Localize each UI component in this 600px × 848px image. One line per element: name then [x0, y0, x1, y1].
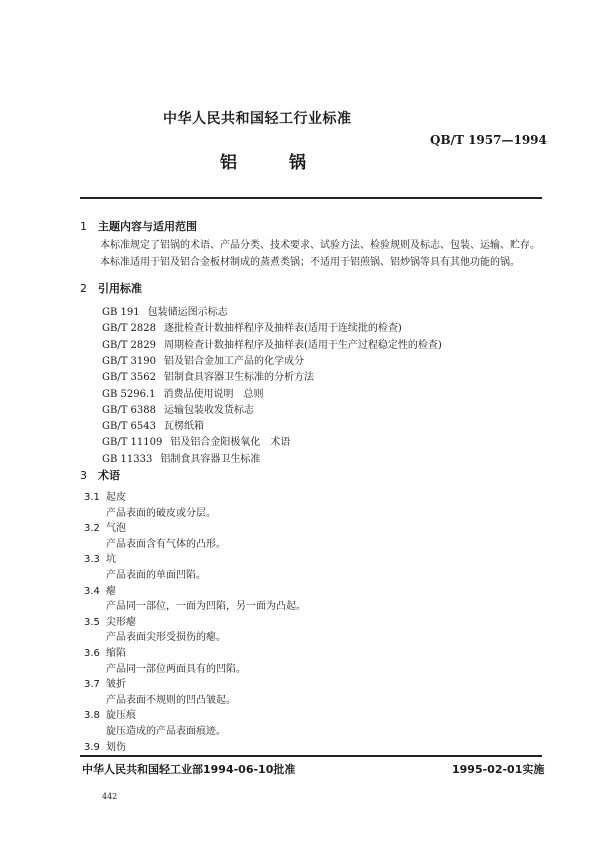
term-name: 皱折	[106, 679, 126, 691]
term-heading	[84, 550, 116, 565]
reference-item	[102, 433, 290, 448]
term-number: 3.8	[84, 710, 100, 722]
term-heading	[84, 738, 126, 753]
section-number: 1	[80, 220, 87, 233]
term-heading	[84, 488, 126, 503]
reference-code: GB/T 11109	[102, 437, 163, 449]
term-name: 划伤	[106, 741, 126, 753]
section-2-heading	[80, 280, 142, 296]
term-definition: 产品同一部位，一面为凹陷，另一面为凸起。	[106, 601, 306, 613]
term-heading	[84, 582, 116, 597]
term-number: 3.7	[84, 679, 100, 691]
term-definition: 产品表面尖形受损伤的瘪。	[106, 632, 226, 644]
reference-item	[102, 303, 228, 318]
reference-item	[102, 401, 254, 416]
reference-item	[102, 385, 264, 400]
term-heading	[84, 613, 136, 628]
reference-code: GB/T 3562	[102, 372, 157, 384]
reference-code: GB/T 6388	[102, 404, 157, 416]
document-title-char-1: 铝	[220, 153, 237, 173]
header-divider	[80, 197, 542, 199]
section-title: 主题内容与适用范围	[98, 220, 197, 233]
reference-title: 包装储运图示标志	[147, 307, 228, 318]
term-name: 瘪	[106, 585, 116, 597]
term-heading	[84, 706, 136, 721]
reference-title: 消费品使用说明 总则	[163, 388, 264, 400]
reference-code: GB/T 2829	[102, 339, 157, 351]
approval-date: 中华人民共和国轻工业部1994-06-10批准	[82, 763, 296, 776]
reference-item	[102, 368, 314, 383]
term-definition: 产品表面的单面凹陷。	[106, 570, 206, 581]
term-number: 3.1	[84, 492, 100, 503]
section-number: 2	[80, 282, 87, 295]
term-number: 3.4	[84, 585, 100, 597]
reference-code: GB/T 3190	[102, 355, 157, 367]
reference-item	[102, 450, 260, 465]
term-name: 旋压痕	[106, 710, 136, 722]
reference-title: 周期检查计数抽样程序及抽样表(适用于生产过程稳定性的检查)	[164, 339, 442, 351]
term-heading	[84, 675, 126, 690]
effective-date: 1995-02-01实施	[452, 763, 545, 776]
term-number: 3.5	[84, 616, 100, 628]
term-definition: 产品表面含有气体的凸形。	[106, 538, 226, 550]
reference-code: GB/T 6543	[102, 421, 157, 433]
section-3-heading	[80, 467, 120, 483]
term-heading	[84, 519, 126, 534]
term-number: 3.6	[84, 648, 100, 659]
reference-title: 运输包装收发货标志	[164, 404, 255, 416]
term-definition: 产品表面不规则的凹凸皱起。	[106, 694, 236, 706]
term-heading	[84, 644, 126, 659]
document-title-char-2: 锅	[289, 153, 306, 173]
paragraph: 本标准适用于铝及铝合金板材制成的蒸煮类锅；不适用于铝煎锅、铝炒锅等具有其他功能的锅。	[100, 257, 520, 268]
term-definition: 产品表面的破皮或分层。	[106, 507, 216, 519]
reference-code: GB 5296.1	[102, 388, 156, 400]
issuer-heading: 中华人民共和国轻工行业标准	[163, 111, 352, 127]
reference-title: 逐批检查计数抽样程序及抽样表(适用于连续批的检查)	[164, 323, 402, 335]
reference-item	[102, 352, 304, 367]
section-1-heading	[80, 218, 197, 234]
reference-code: GB 11333	[102, 453, 153, 465]
reference-code: GB 191	[102, 307, 140, 318]
section-title: 术语	[98, 469, 120, 482]
term-name: 起皮	[106, 492, 126, 503]
term-name: 气泡	[106, 523, 126, 535]
term-definition: 产品同一部位两面具有的凹陷。	[106, 663, 246, 675]
reference-item	[102, 336, 442, 351]
section-number: 3	[80, 469, 87, 482]
term-number: 3.3	[84, 554, 100, 566]
standard-code: QB/T 1957—1994	[430, 133, 547, 147]
reference-item	[102, 319, 402, 334]
term-number: 3.9	[84, 741, 100, 753]
term-name: 缩陷	[106, 648, 126, 659]
term-name: 坑	[106, 554, 116, 566]
term-name: 尖形瘪	[106, 616, 136, 628]
reference-title: 铝制食具容器卫生标准	[160, 453, 261, 465]
reference-code: GB/T 2828	[102, 323, 157, 335]
page-number: 442	[102, 792, 118, 801]
reference-title: 铝及铝合金阳极氧化 术语	[170, 437, 291, 449]
paragraph: 本标准规定了铝锅的术语、产品分类、技术要求、试验方法、检验规则及标志、包装、运输、贮存。	[100, 240, 540, 251]
reference-title: 铝及铝合金加工产品的化学成分	[164, 355, 305, 367]
reference-item	[102, 417, 204, 432]
term-number: 3.2	[84, 523, 100, 535]
reference-title: 瓦楞纸箱	[164, 421, 205, 433]
reference-title: 铝制食具容器卫生标准的分析方法	[164, 372, 315, 384]
term-definition: 旋压造成的产品表面痕迹。	[106, 726, 226, 737]
footer-divider	[80, 755, 542, 757]
section-title: 引用标准	[98, 282, 142, 295]
